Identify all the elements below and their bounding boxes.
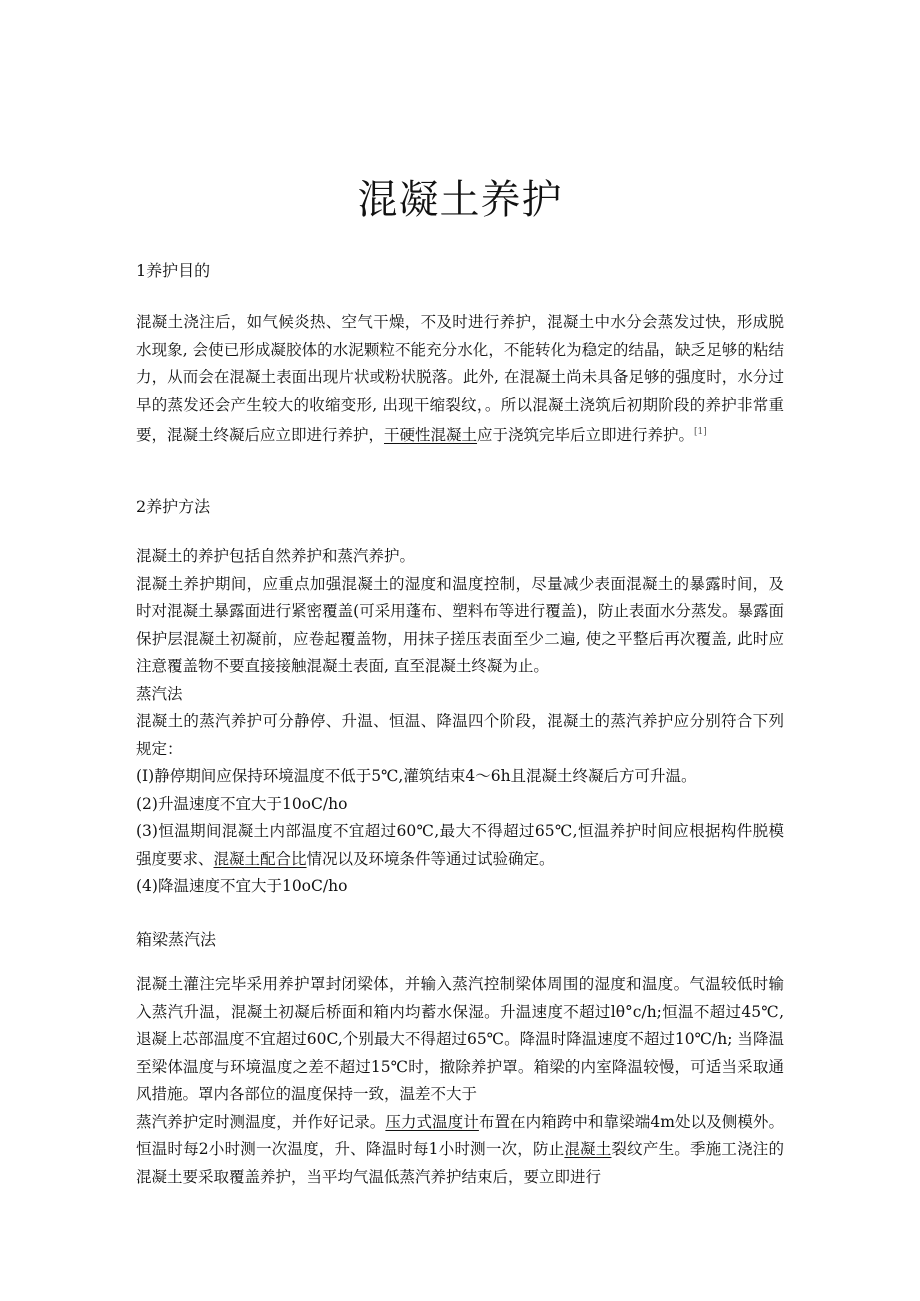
methods-humidity-paragraph: 混凝土养护期间，应重点加强混凝土的湿度和温度控制，尽量减少表面混凝土的暴露时间，及时对混凝土暴露面进行紧密覆盖(可采用蓬布、塑料布等进行覆盖)，防止表面水分蒸发。暴露面保护层混凝土初凝前，应卷起覆盖物，用抹子搓压表面至少二遍, 使之平整后再次覆盖, 此时应注意覆盖物不要直接接触混凝土表面, 直至混凝土终凝为止。 — [136, 574, 784, 675]
methods-intro: 混凝土的养护包括自然养护和蒸汽养护。 — [136, 547, 416, 565]
section-heading-methods: 2养护方法 — [136, 497, 211, 516]
page-title: 混凝土养护 — [357, 177, 563, 223]
steam-stages-paragraph: 混凝土的蒸汽养护可分静停、升温、恒温、降温四个阶段，混凝土的蒸汽养护应分别符合下列规定： — [136, 712, 784, 758]
link-pressure-thermometer[interactable]: 压力式温度计 — [385, 1112, 479, 1131]
section-heading-purpose: 1养护目的 — [136, 261, 211, 280]
rule-3 — [136, 818, 784, 873]
box-girder-text-3: 裂纹产生。季施工浇注的混凝土要采取覆盖养护，当平均气温低蒸汽养护结束后，要立即进行 — [136, 1140, 784, 1186]
purpose-text-end: 应于浇筑完毕后立即进行养护。 — [477, 426, 695, 445]
rule-1: (I)静停期间应保持环境温度不低于5℃,灌筑结束4～6h且混凝土终凝后方可升温。 — [136, 767, 697, 785]
rule-2: (2)升温速度不宜大于10oC∕ho — [136, 794, 348, 813]
rule-4: (4)降温速度不宜大于10oC∕ho — [136, 877, 348, 895]
purpose-paragraph — [136, 309, 784, 450]
box-girder-body — [136, 971, 784, 1191]
rule-3-text-start: (3)恒温期间混凝土内部温度不宜超过60℃,最大不得超过65℃,恒温养护时间应根据构件脱模强度要求、 — [136, 822, 784, 868]
section-heading-box-girder: 箱梁蒸汽法 — [136, 930, 217, 949]
reference-marker[interactable]: [1] — [694, 427, 707, 437]
rule-3-text-end: 情况以及环境条件等通过试验确定。 — [306, 849, 555, 868]
box-girder-text-2: 布置在内箱跨中和靠梁端4m处以及侧模外。恒温时每2小时测一次温度，升、降温时每1小时测一次，防止 — [136, 1112, 784, 1158]
box-girder-text-1: 蒸汽养护定时测温度，并作好记录。 — [136, 1112, 386, 1131]
methods-body — [136, 543, 784, 901]
link-dry-hard-concrete[interactable]: 干硬性混凝土 — [384, 426, 478, 445]
purpose-text-start: 混凝土浇注后，如气候炎热、空气干燥，不及时进行养护，混凝土中水分会蒸发过快，形成脱水现象, 会使已形成凝胶体的水泥颗粒不能充分水化，不能转化为稳定的结晶，缺乏足够的粘结力，从而会在混凝土表面出现片状或粉状脱落。此外, 在混凝土尚未具备足够的强度时，水分过早的蒸发还会产生较大的收缩变形, 出现干缩裂纹，。所以混凝土浇筑后初期阶段的养护非常重要，混凝土终凝后应立即进行养护， — [136, 313, 784, 445]
box-girder-paragraph-2 — [136, 1109, 784, 1192]
link-concrete[interactable]: 混凝土 — [564, 1140, 612, 1158]
link-mix-ratio[interactable]: 混凝土配合比 — [213, 849, 307, 868]
box-girder-paragraph-1: 混凝土灌注完毕采用养护罩封闭梁体，并输入蒸汽控制梁体周围的湿度和温度。气温较低时输入蒸汽升温，混凝土初凝后桥面和箱内均蓄水保湿。升温速度不超过lθ°c∕h;恒温不超过45℃,退凝上芯部温度不宜超过60C,个别最大不得超过65℃。降温时降温速度不超过10℃/h; 当降温至梁体温度与环境温度之差不超过15℃时，撤除养护罩。箱梁的内室降温较慢，可适当采取通风措施。罩内各部位的温度保持一致，温差不大于 — [136, 975, 784, 1103]
steam-method-subheading: 蒸汽法 — [136, 684, 183, 703]
